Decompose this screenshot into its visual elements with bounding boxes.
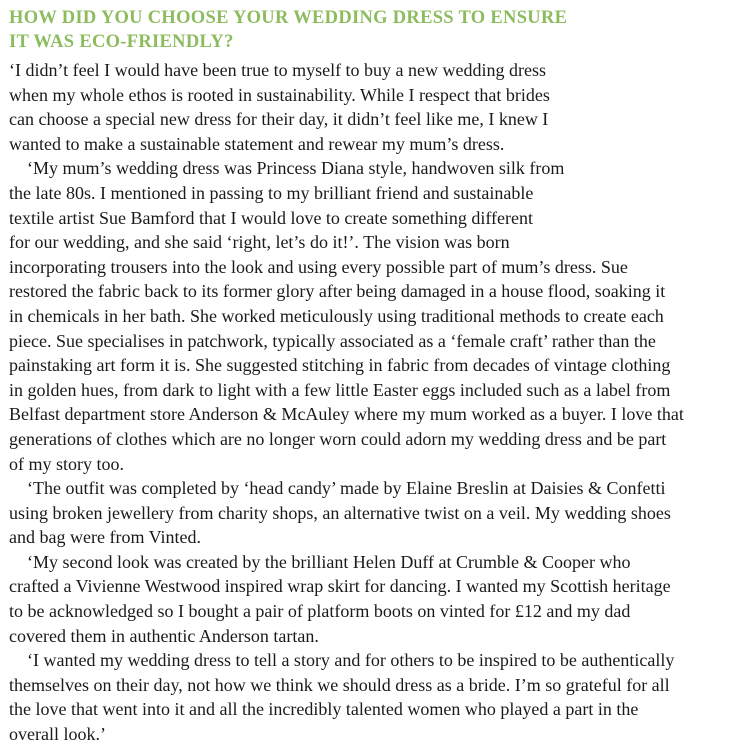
text-line: ‘I wanted my wedding dress to tell a story and for others to be inspired to be authentically — [27, 650, 675, 671]
text-line: ‘My second look was created by the brilliant Helen Duff at Crumble & Cooper who — [27, 551, 631, 572]
text-line: to be acknowledged so I bought a pair of platform boots on vinted for £12 and my dad — [9, 601, 631, 622]
section-heading — [9, 6, 737, 54]
article-body — [9, 58, 737, 747]
text-line: using broken jewellery from charity shops, an alternative twist on a veil. My wedding shoes — [9, 502, 671, 523]
text-line: in golden hues, from dark to light with a few little Easter eggs included such as a label from — [9, 379, 671, 400]
text-line: and bag were from Vinted. — [9, 527, 202, 548]
article-page — [9, 6, 737, 747]
text-line: incorporating trousers into the look and using every possible part of mum’s dress. Sue — [9, 256, 628, 277]
text-line: piece. Sue specialises in patchwork, typically associated as a ‘female craft’ rather than the — [9, 330, 656, 351]
heading-line: IT WAS ECO-FRIENDLY? — [9, 32, 234, 52]
text-line: painstaking art form it is. She suggested stitching in fabric from decades of vintage clothing — [9, 355, 671, 376]
paragraph-2 — [9, 156, 737, 476]
text-line: in chemicals in her bath. She worked meticulously using traditional methods to create each — [9, 305, 664, 326]
text-line: when my whole ethos is rooted in sustainability. While I respect that brides — [9, 84, 550, 105]
text-line: Belfast department store Anderson & McAuley where my mum worked as a buyer. I love that — [9, 404, 684, 425]
text-line: textile artist Sue Bamford that I would love to create something different — [9, 207, 534, 228]
text-line: of my story too. — [9, 453, 124, 474]
text-line: the love that went into it and all the incredibly talented women who played a part in the — [9, 699, 639, 720]
text-line: the late 80s. I mentioned in passing to my brilliant friend and sustainable — [9, 182, 534, 203]
text-line: for our wedding, and she said ‘right, let’s do it!’. The vision was born — [9, 232, 510, 253]
text-line: ‘My mum’s wedding dress was Princess Diana style, handwoven silk from — [27, 158, 565, 179]
paragraph-1 — [9, 58, 737, 156]
text-line: can choose a special new dress for their day, it didn’t feel like me, I knew I — [9, 109, 549, 130]
text-line: covered them in authentic Anderson tartan. — [9, 625, 319, 646]
paragraph-3 — [9, 476, 737, 550]
text-line: ‘The outfit was completed by ‘head candy’ made by Elaine Breslin at Daisies & Confetti — [27, 478, 666, 499]
text-line: themselves on their day, not how we think we should dress as a bride. I’m so grateful for all — [9, 674, 670, 695]
text-line: crafted a Vivienne Westwood inspired wrap skirt for dancing. I wanted my Scottish heritage — [9, 576, 671, 597]
paragraph-4 — [9, 550, 737, 648]
text-line: generations of clothes which are no longer worn could adorn my wedding dress and be part — [9, 428, 667, 449]
text-line: ‘I didn’t feel I would have been true to myself to buy a new wedding dress — [9, 60, 547, 80]
text-line: overall look.’ — [9, 724, 106, 745]
paragraph-5 — [9, 648, 737, 746]
text-line: restored the fabric back to its former glory after being damaged in a house flood, soaking it — [9, 281, 666, 302]
text-line: wanted to make a sustainable statement and rewear my mum’s dress. — [9, 133, 505, 154]
heading-line: HOW DID YOU CHOOSE YOUR WEDDING DRESS TO ENSURE — [9, 8, 568, 28]
